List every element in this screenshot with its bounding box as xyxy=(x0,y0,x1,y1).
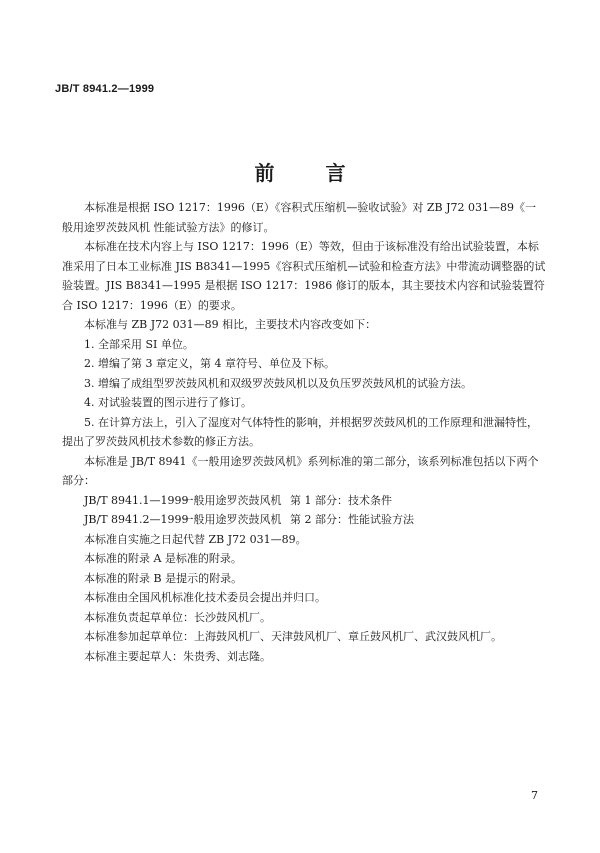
paragraph-changes-intro: 本标准与 ZB J72 031—89 相比，主要技术内容改变如下： xyxy=(84,318,377,331)
series-part-code: JB/T 8941.2—1999 xyxy=(84,513,189,526)
series-part-2 xyxy=(62,510,546,530)
series-part-name: 一般用途罗茨鼓风机 xyxy=(182,513,282,526)
paragraph-annex-b: 本标准的附录 B 是提示的附录。 xyxy=(84,571,243,585)
series-part-title: 第 2 部分：性能试验方法 xyxy=(290,513,414,526)
series-part-title: 第 1 部分：技术条件 xyxy=(290,493,392,507)
paragraph-drafters: 本标准主要起草人：朱贵秀、刘志隆。 xyxy=(84,649,271,663)
paragraph-committee: 本标准由全国风机标准化技术委员会提出并归口。 xyxy=(84,591,326,604)
foreword-body xyxy=(62,198,546,666)
page-title: 前 言 xyxy=(254,161,368,185)
paragraph-annex-a: 本标准的附录 A 是标准的附录。 xyxy=(84,552,242,565)
paragraph-drafting-unit: 本标准负责起草单位：长沙鼓风机厂。 xyxy=(84,610,271,624)
paragraph-equivalence: 本标准在技术内容上与 ISO 1217：1996（E）等效，但由于该标准没有给出试验装置，本标准采用了日本工业标准 JIS B8341—1995《容积式压缩机—试验和检查方法》中带流动调整器的试验装置。JIS B8341—1995 是根据 ISO 1217：1986 修订的版本，其主要技术内容和试验装置符合 ISO 1217：1996（E）的要求。 xyxy=(62,240,546,312)
series-part-code: JB/T 8941.1—1999 xyxy=(84,493,189,507)
paragraph-replaces: 本标准自实施之日起代替 ZB J72 031—89。 xyxy=(84,532,307,546)
series-part-1 xyxy=(62,491,546,511)
paragraph-participating-units: 本标准参加起草单位：上海鼓风机厂、天津鼓风机厂、章丘鼓风机厂、武汉鼓风机厂。 xyxy=(84,630,502,643)
paragraph-basis: 本标准是根据 ISO 1217：1996（E）《容积式压缩机—验收试验》对 ZB J72 031—89《一般用途罗茨鼓风机 性能试验方法》的修订。 xyxy=(62,201,537,234)
change-item: 4. 对试验装置的图示进行了修订。 xyxy=(84,396,252,409)
standard-code: JB/T 8941.2—1999 xyxy=(55,83,155,95)
paragraph-series-intro: 本标准是 JB/T 8941《一般用途罗茨鼓风机》系列标准的第二部分，该系列标准包括以下两个部分： xyxy=(62,454,539,487)
series-part-name: 一般用途罗茨鼓风机 xyxy=(182,493,282,507)
change-item: 2. 增编了第 3 章定义，第 4 章符号、单位及下标。 xyxy=(84,357,335,370)
page-number: 7 xyxy=(531,789,538,802)
change-item: 5. 在计算方法上，引入了湿度对气体特性的影响，并根据罗茨鼓风机的工作原理和泄漏特性，提出了罗茨鼓风机技术参数的修正方法。 xyxy=(62,415,538,448)
change-item: 1. 全部采用 SI 单位。 xyxy=(84,337,194,351)
change-item: 3. 增编了成组型罗茨鼓风机和双级罗茨鼓风机以及负压罗茨鼓风机的试验方法。 xyxy=(84,376,472,390)
